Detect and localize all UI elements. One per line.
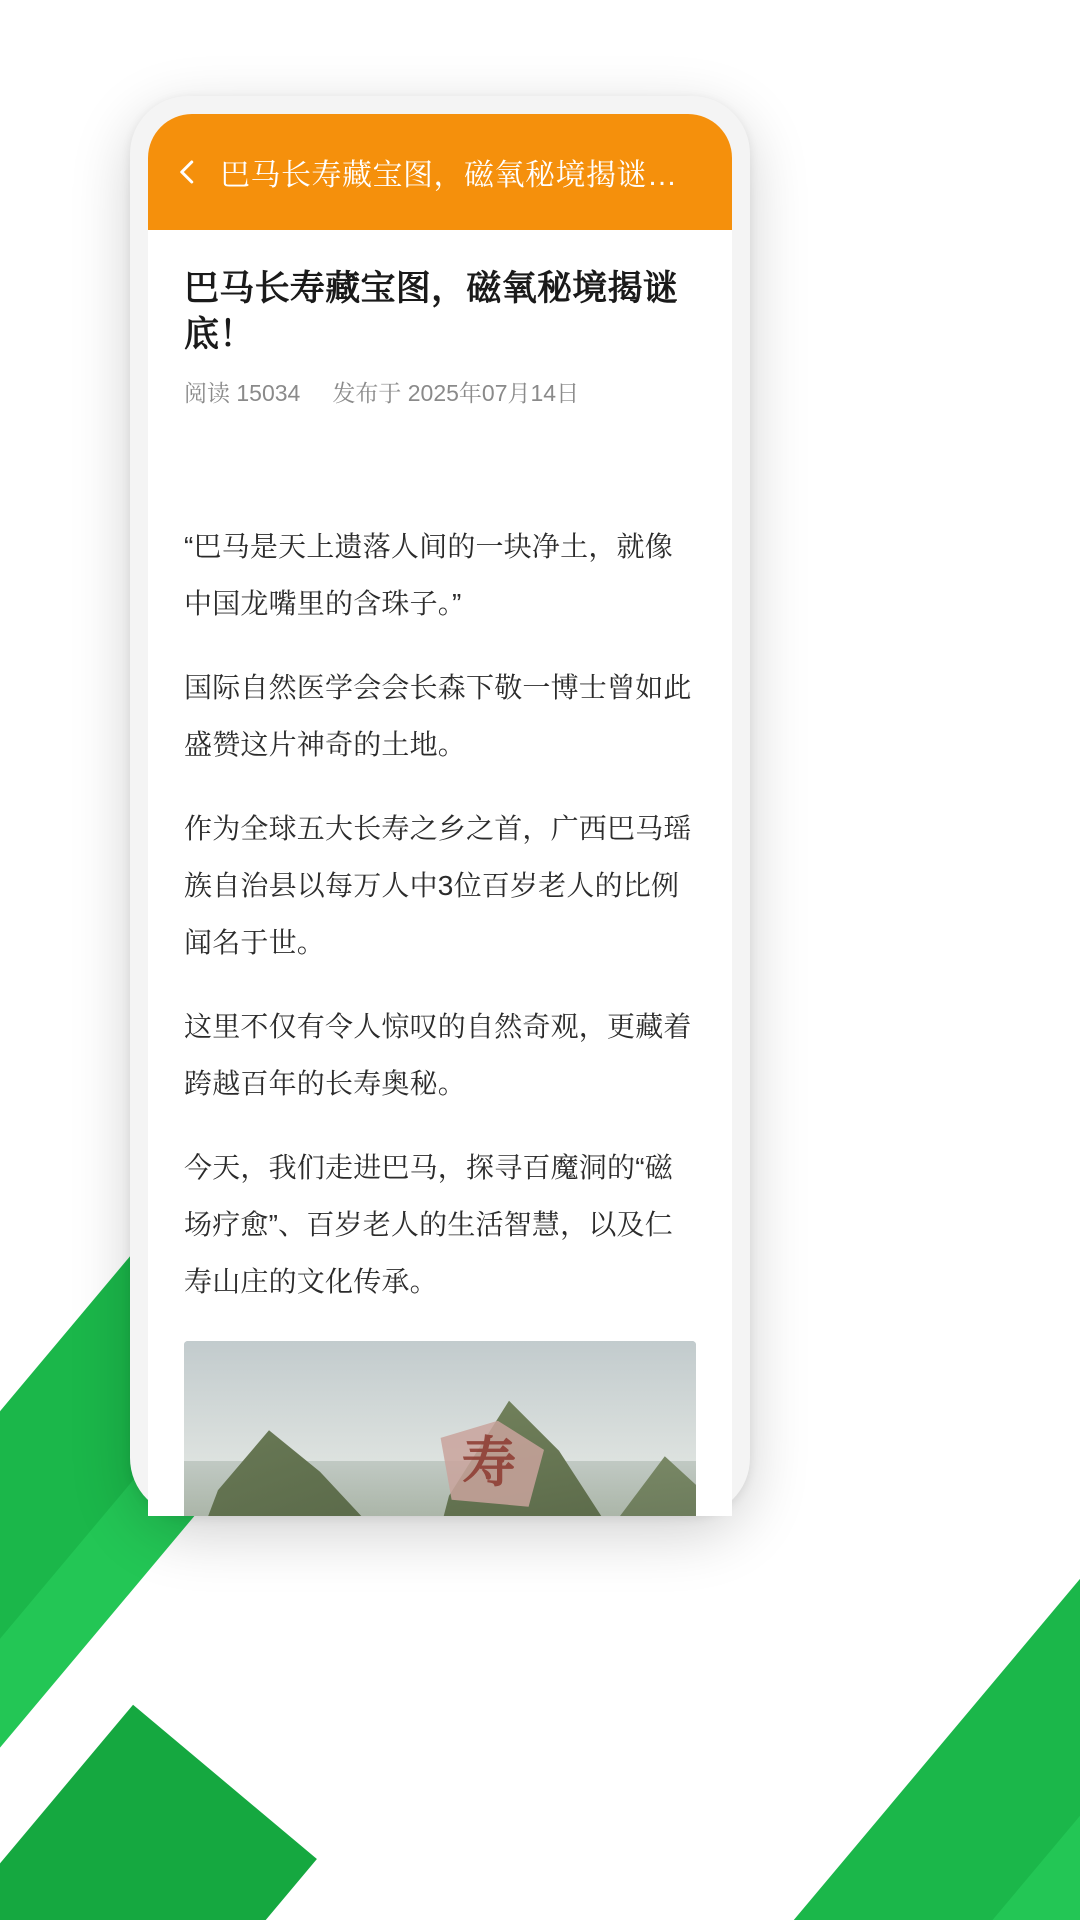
page-title: 巴马长寿藏宝图，磁氧秘境揭谜底！ [184, 269, 679, 354]
publish-date: 发布于 2025年07月14日 [332, 380, 580, 406]
article-meta [184, 375, 696, 408]
article-paragraph: “巴马是天上遗落人间的一块净土，就像中国龙嘴里的含珠子。” [184, 531, 673, 620]
back-icon[interactable] [166, 150, 210, 194]
article-paragraph: 作为全球五大长寿之乡之首，广西巴马瑶族自治县以每万人中3位百岁老人的比例闻名于世。 [184, 812, 692, 959]
cliff-character: 寿 [462, 1432, 516, 1493]
phone-screen [148, 114, 732, 1516]
app-header [148, 114, 732, 230]
phone-frame [130, 96, 750, 1516]
article-paragraph: 国际自然医学会会长森下敬一博士曾如此盛赞这片神奇的土地。 [184, 671, 692, 761]
article-paragraph: 今天，我们走进巴马，探寻百魔洞的“磁场疗愈”、百岁老人的生活智慧，以及仁寿山庄的文化传承。 [184, 1151, 673, 1298]
article-content [148, 230, 732, 1516]
decorative-stripe [0, 1705, 317, 1920]
read-count: 阅读 15034 [184, 380, 301, 406]
header-title: 巴马长寿藏宝图，磁氧秘境揭谜… [220, 159, 678, 192]
article-paragraph: 这里不仅有令人惊叹的自然奇观，更藏着跨越百年的长寿奥秘。 [184, 1010, 692, 1100]
decorative-stripe [612, 1447, 1080, 1920]
article-body [184, 518, 696, 1311]
article-image [184, 1341, 696, 1516]
